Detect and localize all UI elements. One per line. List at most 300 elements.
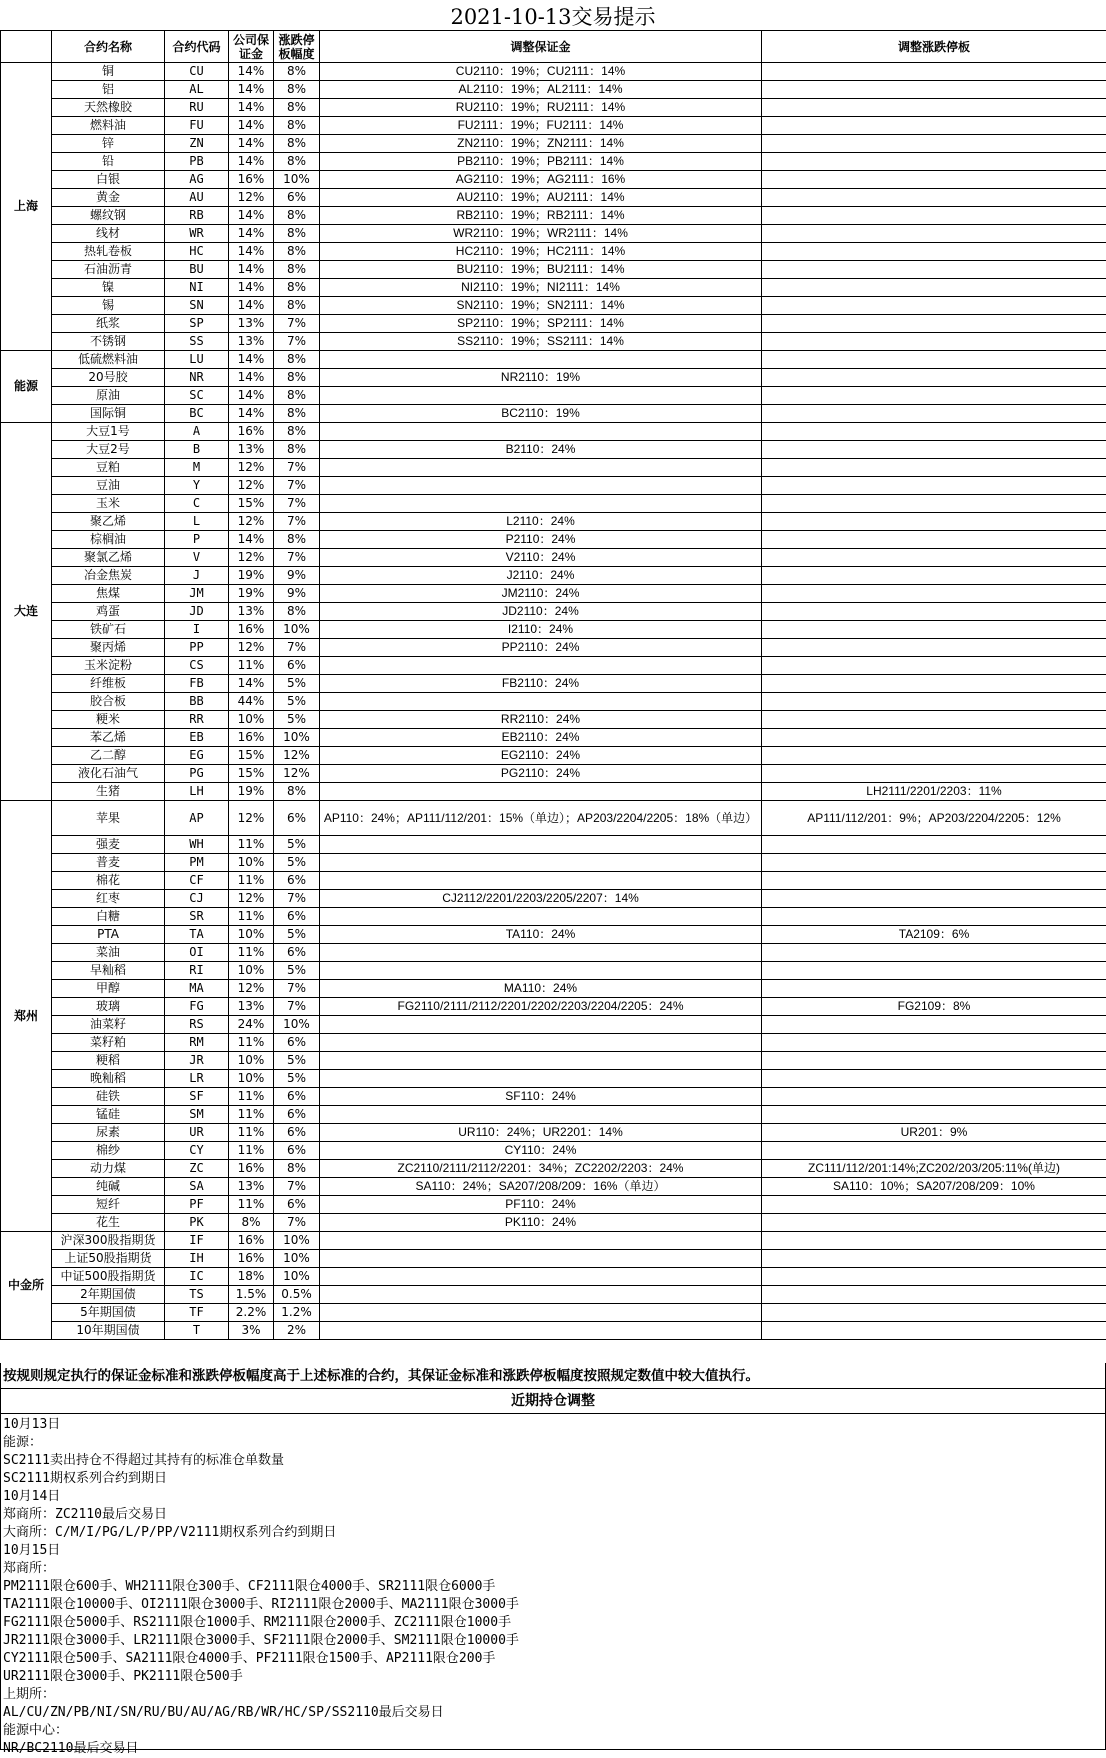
adjusted-margin: EG2110：24% [320,747,762,765]
contract-code: A [165,423,229,441]
contract-name: 苯乙烯 [52,729,165,747]
company-margin: 15% [229,495,274,513]
adjusted-margin [320,1034,762,1052]
adjusted-limit [762,117,1106,135]
adjusted-limit: FG2109：8% [762,998,1106,1016]
price-limit: 5% [274,693,320,711]
price-limit: 5% [274,962,320,980]
adjusted-limit [762,225,1106,243]
adjusted-margin [320,1106,762,1124]
contract-code: IF [165,1232,229,1250]
note-line: 10月15日 [3,1542,1105,1560]
price-limit: 7% [274,495,320,513]
contract-name: 10年期国债 [52,1322,165,1340]
table-row [1,1268,1106,1286]
note-line: 上期所： [3,1686,1105,1704]
table-row [1,261,1106,279]
contract-name: 镍 [52,279,165,297]
header-adjusted-limit: 调整涨跌停板 [762,31,1106,63]
price-limit: 10% [274,1016,320,1034]
contract-name: 粳米 [52,711,165,729]
adjusted-margin: NR2110：19% [320,369,762,387]
price-limit: 12% [274,747,320,765]
contract-rows [1,63,1106,1340]
price-limit: 6% [274,1196,320,1214]
contract-name: 豆粕 [52,459,165,477]
adjusted-limit [762,405,1106,423]
contract-name: 强麦 [52,836,165,854]
contract-code: JM [165,585,229,603]
contract-code: SS [165,333,229,351]
contract-code: WR [165,225,229,243]
price-limit: 10% [274,1232,320,1250]
price-limit: 6% [274,1106,320,1124]
contract-code: UR [165,1124,229,1142]
company-margin: 16% [229,423,274,441]
adjusted-margin: RB2110：19%；RB2111：14% [320,207,762,225]
adjusted-limit [762,836,1106,854]
adjusted-margin: RR2110：24% [320,711,762,729]
table-row [1,387,1106,405]
contract-name: 聚丙烯 [52,639,165,657]
table-row [1,998,1106,1016]
price-limit: 8% [274,603,320,621]
adjusted-limit [762,1088,1106,1106]
exchange-label: 郑州 [1,801,52,1232]
adjusted-limit [762,675,1106,693]
adjusted-limit: TA2109：6% [762,926,1106,944]
table-row [1,675,1106,693]
note-line: 10月14日 [3,1488,1105,1506]
contract-name: 白糖 [52,908,165,926]
contract-name: 沪深300股指期货 [52,1232,165,1250]
note-line: 能源中心： [3,1722,1105,1740]
adjusted-margin: TA110：24% [320,926,762,944]
contract-code: ZC [165,1160,229,1178]
table-row [1,531,1106,549]
recent-adjustments-title: 近期持仓调整 [0,1389,1106,1414]
contract-name: 油菜籽 [52,1016,165,1034]
table-row [1,1196,1106,1214]
note-line: UR2111限仓3000手、PK2111限仓500手 [3,1668,1105,1686]
company-margin: 14% [229,81,274,99]
table-row [1,1124,1106,1142]
adjusted-margin: ZN2110：19%；ZN2111：14% [320,135,762,153]
contract-code: L [165,513,229,531]
note-line: 大商所：C/M/I/PG/L/P/PP/V2111期权系列合约到期日 [3,1524,1105,1542]
adjusted-limit: UR201：9% [762,1124,1106,1142]
table-row [1,171,1106,189]
contract-code: C [165,495,229,513]
price-limit: 12% [274,765,320,783]
adjusted-margin [320,477,762,495]
table-row [1,1178,1106,1196]
price-limit: 10% [274,621,320,639]
company-margin: 10% [229,926,274,944]
contract-name: 甲醇 [52,980,165,998]
contract-code: SF [165,1088,229,1106]
table-row [1,1214,1106,1232]
contract-code: BB [165,693,229,711]
company-margin: 14% [229,675,274,693]
company-margin: 14% [229,99,274,117]
company-margin: 13% [229,333,274,351]
contract-name: 早籼稻 [52,962,165,980]
contract-code: CJ [165,890,229,908]
price-limit: 8% [274,81,320,99]
contract-code: P [165,531,229,549]
adjusted-margin: SS2110：19%；SS2111：14% [320,333,762,351]
contract-code: RS [165,1016,229,1034]
note-line: JR2111限仓3000手、LR2111限仓3000手、SF2111限仓2000手、SM2111限仓10000手 [3,1632,1105,1650]
contract-code: PG [165,765,229,783]
contract-name: 铜 [52,63,165,81]
adjusted-limit [762,1214,1106,1232]
table-row [1,908,1106,926]
adjusted-limit [762,207,1106,225]
note-line: 10月13日 [3,1416,1105,1434]
contract-name: 纯碱 [52,1178,165,1196]
adjusted-limit [762,189,1106,207]
header-exchange [1,31,52,63]
adjusted-margin [320,1286,762,1304]
company-margin: 12% [229,477,274,495]
page-title: 2021-10-13交易提示 [0,0,1106,30]
price-limit: 5% [274,1070,320,1088]
company-margin: 11% [229,1196,274,1214]
contract-code: J [165,567,229,585]
adjusted-limit [762,872,1106,890]
adjusted-limit [762,854,1106,872]
price-limit: 6% [274,908,320,926]
company-margin: 14% [229,531,274,549]
adjusted-margin [320,657,762,675]
price-limit: 7% [274,980,320,998]
recent-adjustments-notes [0,1414,1106,1750]
price-limit: 6% [274,657,320,675]
table-row [1,1016,1106,1034]
contract-name: 豆油 [52,477,165,495]
adjusted-margin: SN2110：19%；SN2111：14% [320,297,762,315]
company-margin: 14% [229,261,274,279]
contract-code: MA [165,980,229,998]
company-margin: 12% [229,980,274,998]
price-limit: 10% [274,729,320,747]
table-row [1,657,1106,675]
company-margin: 14% [229,297,274,315]
note-line: AL/CU/ZN/PB/NI/SN/RU/BU/AU/AG/RB/WR/HC/SP/SS2110最后交易日 [3,1704,1105,1722]
adjusted-margin: PB2110：19%；PB2111：14% [320,153,762,171]
adjusted-limit [762,711,1106,729]
contract-code: M [165,459,229,477]
contract-code: IH [165,1250,229,1268]
adjusted-limit [762,944,1106,962]
contract-name: 菜籽粕 [52,1034,165,1052]
company-margin: 14% [229,207,274,225]
adjusted-margin [320,459,762,477]
price-limit: 10% [274,171,320,189]
company-margin: 14% [229,405,274,423]
table-row [1,603,1106,621]
contract-code: AL [165,81,229,99]
price-limit: 6% [274,189,320,207]
company-margin: 3% [229,1322,274,1340]
table-row [1,926,1106,944]
adjusted-margin [320,836,762,854]
contract-code: JR [165,1052,229,1070]
table-row [1,153,1106,171]
company-margin: 12% [229,189,274,207]
contract-code: BC [165,405,229,423]
contract-name: 原油 [52,387,165,405]
price-limit: 6% [274,1034,320,1052]
company-margin: 11% [229,908,274,926]
adjusted-margin [320,908,762,926]
price-limit: 5% [274,675,320,693]
contract-name: 动力煤 [52,1160,165,1178]
contract-code: SP [165,315,229,333]
adjusted-margin [320,783,762,801]
contract-code: EB [165,729,229,747]
company-margin: 12% [229,890,274,908]
adjusted-limit [762,1016,1106,1034]
table-row [1,621,1106,639]
table-row [1,890,1106,908]
contract-name: 苹果 [52,801,165,836]
adjusted-limit [762,261,1106,279]
contract-code: ZN [165,135,229,153]
adjusted-margin: PP2110：24% [320,639,762,657]
company-margin: 16% [229,1250,274,1268]
contract-name: 低硫燃料油 [52,351,165,369]
contract-code: Y [165,477,229,495]
contract-name: 玻璃 [52,998,165,1016]
adjusted-margin [320,387,762,405]
contract-name: 鸡蛋 [52,603,165,621]
adjusted-margin [320,1304,762,1322]
price-limit: 2% [274,1322,320,1340]
table-row [1,854,1106,872]
adjusted-limit [762,1034,1106,1052]
adjusted-limit [762,693,1106,711]
adjusted-margin: AL2110：19%；AL2111：14% [320,81,762,99]
contract-name: 石油沥青 [52,261,165,279]
company-margin: 16% [229,171,274,189]
contract-code: TF [165,1304,229,1322]
contract-code: HC [165,243,229,261]
contract-name: 硅铁 [52,1088,165,1106]
adjusted-margin: WR2110：19%；WR2111：14% [320,225,762,243]
table-row [1,405,1106,423]
adjusted-limit [762,171,1106,189]
adjusted-margin: RU2110：19%；RU2111：14% [320,99,762,117]
adjusted-limit [762,279,1106,297]
price-limit: 8% [274,351,320,369]
contract-name: 纤维板 [52,675,165,693]
adjusted-margin: AG2110：19%；AG2111：16% [320,171,762,189]
adjusted-limit [762,387,1106,405]
adjusted-margin: SA110：24%；SA207/208/209：16%（单边） [320,1178,762,1196]
company-margin: 11% [229,944,274,962]
adjusted-limit: LH2111/2201/2203：11% [762,783,1106,801]
adjusted-margin: AU2110：19%；AU2111：14% [320,189,762,207]
adjusted-limit [762,1268,1106,1286]
adjusted-margin: HC2110：19%；HC2111：14% [320,243,762,261]
adjusted-margin: NI2110：19%；NI2111：14% [320,279,762,297]
table-row [1,747,1106,765]
contract-code: NR [165,369,229,387]
price-limit: 6% [274,801,320,836]
table-row [1,1106,1106,1124]
table-row [1,315,1106,333]
contract-code: AU [165,189,229,207]
adjusted-margin [320,495,762,513]
price-limit: 7% [274,639,320,657]
adjusted-limit: ZC111/112/201:14%;ZC202/203/205:11%(单边) [762,1160,1106,1178]
header-contract-code: 合约代码 [165,31,229,63]
company-margin: 16% [229,621,274,639]
company-margin: 14% [229,153,274,171]
company-margin: 11% [229,1106,274,1124]
table-row [1,836,1106,854]
contract-name: 锰硅 [52,1106,165,1124]
adjusted-margin [320,423,762,441]
contract-code: CF [165,872,229,890]
contract-code: PF [165,1196,229,1214]
contract-code: PM [165,854,229,872]
adjusted-limit [762,513,1106,531]
table-row [1,567,1106,585]
adjusted-limit [762,63,1106,81]
adjusted-limit [762,243,1106,261]
table-row [1,1250,1106,1268]
contract-code: SR [165,908,229,926]
contract-code: JD [165,603,229,621]
contract-name: 粳稻 [52,1052,165,1070]
contract-name: 铝 [52,81,165,99]
contract-code: RU [165,99,229,117]
adjusted-limit [762,603,1106,621]
table-row [1,1052,1106,1070]
adjusted-limit [762,423,1106,441]
adjusted-limit [762,1106,1106,1124]
contract-code: LU [165,351,229,369]
contract-code: SA [165,1178,229,1196]
contract-name: 线材 [52,225,165,243]
contract-code: RI [165,962,229,980]
adjusted-limit [762,585,1106,603]
table-row [1,801,1106,836]
price-limit: 9% [274,585,320,603]
price-limit: 8% [274,135,320,153]
adjusted-limit [762,549,1106,567]
adjusted-limit [762,459,1106,477]
adjusted-margin [320,872,762,890]
contract-name: 聚氯乙烯 [52,549,165,567]
contract-code: EG [165,747,229,765]
adjusted-margin: FG2110/2111/2112/2201/2202/2203/2204/2205：24% [320,998,762,1016]
contract-code: OI [165,944,229,962]
contract-code: CU [165,63,229,81]
price-limit: 1.2% [274,1304,320,1322]
company-margin: 1.5% [229,1286,274,1304]
company-margin: 13% [229,1178,274,1196]
header-adjusted-margin: 调整保证金 [320,31,762,63]
table-row [1,711,1106,729]
contract-code: WH [165,836,229,854]
table-row [1,99,1106,117]
price-limit: 6% [274,1124,320,1142]
contract-code: RR [165,711,229,729]
table-row [1,117,1106,135]
price-limit: 5% [274,711,320,729]
price-limit: 8% [274,423,320,441]
table-row [1,135,1106,153]
table-row [1,962,1106,980]
contract-name: 铁矿石 [52,621,165,639]
table-row [1,63,1106,81]
table-row [1,1286,1106,1304]
price-limit: 6% [274,1088,320,1106]
table-row [1,207,1106,225]
company-margin: 15% [229,747,274,765]
note-line: 郑商所：ZC2110最后交易日 [3,1506,1105,1524]
table-row [1,297,1106,315]
price-limit: 8% [274,297,320,315]
company-margin: 19% [229,567,274,585]
contract-code: FB [165,675,229,693]
price-limit: 5% [274,854,320,872]
price-limit: 8% [274,441,320,459]
adjusted-margin [320,1322,762,1340]
adjusted-limit [762,747,1106,765]
note-line: SC2111卖出持仓不得超过其持有的标准仓单数量 [3,1452,1105,1470]
company-margin: 10% [229,711,274,729]
price-limit: 5% [274,926,320,944]
note-line: CY2111限仓500手、SA2111限仓4000手、PF2111限仓1500手、AP2111限仓200手 [3,1650,1105,1668]
company-margin: 13% [229,315,274,333]
contract-name: 花生 [52,1214,165,1232]
contract-code: FU [165,117,229,135]
company-margin: 13% [229,441,274,459]
adjusted-margin [320,801,762,836]
adjusted-limit [762,333,1106,351]
contract-name: 20号胶 [52,369,165,387]
contract-code: T [165,1322,229,1340]
header-price-limit: 涨跌停板幅度 [274,31,320,63]
price-limit: 8% [274,369,320,387]
table-row [1,585,1106,603]
contract-code: AG [165,171,229,189]
price-limit: 8% [274,531,320,549]
adjusted-margin: B2110：24% [320,441,762,459]
adjusted-limit [762,99,1106,117]
adjusted-limit [762,1070,1106,1088]
price-limit: 0.5% [274,1286,320,1304]
contract-code: B [165,441,229,459]
contract-name: 热轧卷板 [52,243,165,261]
header-contract-name: 合约名称 [52,31,165,63]
contract-code: RM [165,1034,229,1052]
price-limit: 8% [274,405,320,423]
company-margin: 19% [229,783,274,801]
price-limit: 8% [274,63,320,81]
price-limit: 8% [274,1160,320,1178]
rule-note: 按规则规定执行的保证金标准和涨跌停板幅度高于上述标准的合约，其保证金标准和涨跌停板幅度按照规定数值中较大值执行。 [0,1363,1106,1389]
adjusted-margin: CY110：24% [320,1142,762,1160]
company-margin: 11% [229,836,274,854]
company-margin: 14% [229,117,274,135]
